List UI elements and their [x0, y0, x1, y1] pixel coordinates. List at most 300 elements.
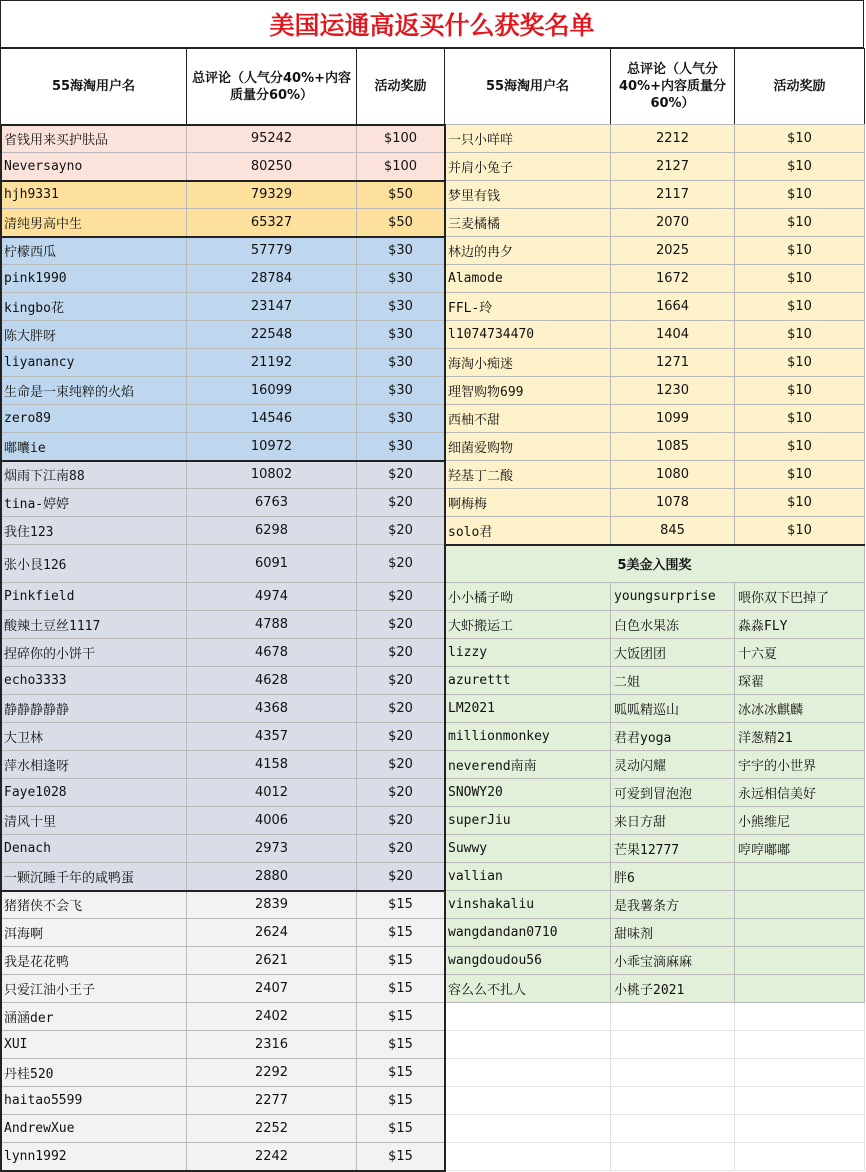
- finalist-name: 小熊维尼: [735, 807, 865, 835]
- winner-name: 梦里有钱: [445, 181, 611, 209]
- winner-name: Neversayno: [1, 153, 187, 181]
- winner-reward: $15: [357, 1087, 445, 1115]
- winner-score: 6298: [187, 517, 357, 545]
- winner-score: 65327: [187, 209, 357, 237]
- winner-name: AndrewXue: [1, 1115, 187, 1143]
- winner-name: Alamode: [445, 265, 611, 293]
- finalist-row: [445, 891, 865, 919]
- table-row: [1, 181, 445, 209]
- finalist-name: neverend南南: [445, 751, 611, 779]
- winner-reward: $30: [357, 405, 445, 433]
- table-row: [1, 517, 445, 545]
- winner-score: 1099: [611, 405, 735, 433]
- winner-score: 4368: [187, 695, 357, 723]
- winner-name: lynn1992: [1, 1143, 187, 1171]
- winner-reward: $20: [357, 489, 445, 517]
- winner-name: 嘟囔ie: [1, 433, 187, 461]
- winner-reward: $10: [735, 377, 865, 405]
- table-row: [1, 1143, 445, 1171]
- winner-reward: $10: [735, 461, 865, 489]
- finalist-row: [445, 975, 865, 1003]
- table-row: [445, 433, 865, 461]
- table-row: [445, 321, 865, 349]
- finalist-title-row: [445, 545, 865, 583]
- finalist-row: [445, 611, 865, 639]
- winner-reward: $10: [735, 181, 865, 209]
- winner-reward: $30: [357, 433, 445, 461]
- winner-score: 10802: [187, 461, 357, 489]
- winner-reward: $20: [357, 639, 445, 667]
- table-row: [1, 153, 445, 181]
- empty-cell: [611, 1003, 735, 1031]
- finalist-name: 喂你双下巴掉了: [735, 583, 865, 611]
- winner-score: 6763: [187, 489, 357, 517]
- winner-score: 57779: [187, 237, 357, 265]
- finalist-row: [445, 919, 865, 947]
- table-row: [445, 209, 865, 237]
- finalist-name: 芒果12777: [611, 835, 735, 863]
- table-row: [1, 489, 445, 517]
- winner-reward: $20: [357, 779, 445, 807]
- winner-reward: $20: [357, 583, 445, 611]
- winner-reward: $20: [357, 695, 445, 723]
- winner-score: 2407: [187, 975, 357, 1003]
- table-row: [1, 433, 445, 461]
- finalist-name: [735, 891, 865, 919]
- table-row: [1, 209, 445, 237]
- empty-cell: [445, 1003, 611, 1031]
- finalist-name: azurettt: [445, 667, 611, 695]
- table-row: [445, 405, 865, 433]
- header-score-right: 总评论（人气分40%+内容质量分60%）: [611, 49, 735, 125]
- finalist-name: [735, 919, 865, 947]
- winner-score: 21192: [187, 349, 357, 377]
- empty-cell: [445, 1059, 611, 1087]
- empty-cell: [735, 1143, 865, 1171]
- finalist-name: SNOWY20: [445, 779, 611, 807]
- table-row: [1, 1115, 445, 1143]
- finalist-row: [445, 807, 865, 835]
- table-row: [445, 265, 865, 293]
- table-row: [1, 975, 445, 1003]
- table-row: [1, 545, 445, 583]
- winner-reward: $30: [357, 321, 445, 349]
- winner-name: 烟雨下江南88: [1, 461, 187, 489]
- winner-name: 大卫林: [1, 723, 187, 751]
- winner-score: 1404: [611, 321, 735, 349]
- winner-score: 1664: [611, 293, 735, 321]
- winner-score: 2624: [187, 919, 357, 947]
- winner-name: 陈大胖呀: [1, 321, 187, 349]
- winner-score: 1085: [611, 433, 735, 461]
- finalist-name: 君君yoga: [611, 723, 735, 751]
- table-row: [445, 517, 865, 545]
- winner-name: 酸辣土豆丝1117: [1, 611, 187, 639]
- winners-table-left: [0, 124, 445, 1171]
- winner-score: 23147: [187, 293, 357, 321]
- table-row: [1, 835, 445, 863]
- winner-score: 2025: [611, 237, 735, 265]
- empty-cell: [611, 1143, 735, 1171]
- winner-score: 2117: [611, 181, 735, 209]
- table-row: [1, 237, 445, 265]
- winner-name: haitao5599: [1, 1087, 187, 1115]
- finalist-name: 哼哼嘟嘟: [735, 835, 865, 863]
- empty-row: [445, 1115, 865, 1143]
- winner-name: Denach: [1, 835, 187, 863]
- finalist-row: [445, 947, 865, 975]
- winner-score: 4678: [187, 639, 357, 667]
- winner-reward: $10: [735, 153, 865, 181]
- winner-reward: $10: [735, 349, 865, 377]
- table-row: [1, 583, 445, 611]
- table-row: [1, 863, 445, 891]
- winner-score: 2973: [187, 835, 357, 863]
- table-row: [1, 1059, 445, 1087]
- winner-name: 生命是一束纯粹的火焰: [1, 377, 187, 405]
- header-username-left: 55海淘用户名: [1, 49, 187, 125]
- winner-reward: $15: [357, 975, 445, 1003]
- table-row: [1, 293, 445, 321]
- finalist-name: 胖6: [611, 863, 735, 891]
- winner-score: 4974: [187, 583, 357, 611]
- winner-name: 三麦橘橘: [445, 209, 611, 237]
- finalist-name: millionmonkey: [445, 723, 611, 751]
- winner-name: zero89: [1, 405, 187, 433]
- winner-name: 一只小咩咩: [445, 125, 611, 153]
- winner-reward: $10: [735, 321, 865, 349]
- winner-score: 2839: [187, 891, 357, 919]
- finalist-row: [445, 667, 865, 695]
- winner-reward: $20: [357, 807, 445, 835]
- table-row: [1, 639, 445, 667]
- finalist-name: 小小橘子呦: [445, 583, 611, 611]
- empty-row: [445, 1003, 865, 1031]
- finalist-name: 淼淼FLY: [735, 611, 865, 639]
- table-row: [445, 153, 865, 181]
- winner-reward: $30: [357, 237, 445, 265]
- winner-name: pink1990: [1, 265, 187, 293]
- winner-reward: $30: [357, 377, 445, 405]
- finalist-name: wangdandan0710: [445, 919, 611, 947]
- winner-reward: $10: [735, 405, 865, 433]
- winner-reward: $15: [357, 1031, 445, 1059]
- winner-reward: $15: [357, 947, 445, 975]
- winner-score: 6091: [187, 545, 357, 583]
- finalist-row: [445, 779, 865, 807]
- empty-cell: [735, 1031, 865, 1059]
- finalist-row: [445, 751, 865, 779]
- finalist-name: 永远相信美好: [735, 779, 865, 807]
- finalist-name: 冰冰冰麒麟: [735, 695, 865, 723]
- finalist-name: lizzy: [445, 639, 611, 667]
- winner-score: 2242: [187, 1143, 357, 1171]
- finalist-row: [445, 723, 865, 751]
- finalist-name: 灵动闪耀: [611, 751, 735, 779]
- winner-name: 啊梅梅: [445, 489, 611, 517]
- winner-reward: $10: [735, 293, 865, 321]
- table-row: [1, 667, 445, 695]
- finalist-row: [445, 695, 865, 723]
- empty-row: [445, 1059, 865, 1087]
- winner-reward: $20: [357, 723, 445, 751]
- winner-reward: $15: [357, 891, 445, 919]
- empty-row: [445, 1087, 865, 1115]
- winner-name: 清纯男高中生: [1, 209, 187, 237]
- winner-name: 清风十里: [1, 807, 187, 835]
- finalist-name: LM2021: [445, 695, 611, 723]
- winner-name: 静静静静静: [1, 695, 187, 723]
- finalist-name: 小乖宝滴麻麻: [611, 947, 735, 975]
- table-row: [1, 1031, 445, 1059]
- empty-cell: [735, 1059, 865, 1087]
- winner-score: 2880: [187, 863, 357, 891]
- finalist-name: 呱呱精巡山: [611, 695, 735, 723]
- finalist-name: [735, 863, 865, 891]
- header-username-right: 55海淘用户名: [445, 49, 611, 125]
- table-row: [1, 611, 445, 639]
- winner-name: hjh9331: [1, 181, 187, 209]
- empty-cell: [611, 1059, 735, 1087]
- empty-row: [445, 1143, 865, 1171]
- winner-reward: $15: [357, 1003, 445, 1031]
- table-row: [1, 349, 445, 377]
- table-row: [1, 779, 445, 807]
- winner-score: 14546: [187, 405, 357, 433]
- finalist-name: wangdoudou56: [445, 947, 611, 975]
- finalist-name: vinshakaliu: [445, 891, 611, 919]
- winner-reward: $50: [357, 181, 445, 209]
- winner-score: 4012: [187, 779, 357, 807]
- winner-reward: $100: [357, 125, 445, 153]
- header-score-left: 总评论（人气分40%+内容质量分60%）: [187, 49, 357, 125]
- empty-cell: [611, 1087, 735, 1115]
- winner-name: 并肩小兔子: [445, 153, 611, 181]
- table-row: [445, 125, 865, 153]
- winner-name: FFL-玲: [445, 293, 611, 321]
- table-header: [0, 48, 865, 125]
- header-reward-right: 活动奖励: [735, 49, 865, 125]
- winner-name: tina-婷婷: [1, 489, 187, 517]
- winner-score: 2402: [187, 1003, 357, 1031]
- finalist-row: [445, 835, 865, 863]
- empty-cell: [611, 1031, 735, 1059]
- table-row: [1, 695, 445, 723]
- winner-score: 4788: [187, 611, 357, 639]
- finalist-name: [735, 975, 865, 1003]
- winner-name: 细菌爱购物: [445, 433, 611, 461]
- page-title: 美国运通高返买什么获奖名单: [0, 0, 864, 48]
- empty-cell: [735, 1003, 865, 1031]
- winner-score: 1080: [611, 461, 735, 489]
- winner-reward: $15: [357, 1115, 445, 1143]
- empty-cell: [445, 1031, 611, 1059]
- winner-reward: $20: [357, 545, 445, 583]
- winner-score: 4158: [187, 751, 357, 779]
- finalist-row: [445, 583, 865, 611]
- winner-reward: $15: [357, 1059, 445, 1087]
- winner-name: 柠檬西瓜: [1, 237, 187, 265]
- table-row: [445, 181, 865, 209]
- table-row: [445, 237, 865, 265]
- winner-score: 2127: [611, 153, 735, 181]
- finalist-row: [445, 863, 865, 891]
- winner-name: 丹桂520: [1, 1059, 187, 1087]
- finalist-name: 可爱到冒泡泡: [611, 779, 735, 807]
- finalist-name: 琛翟: [735, 667, 865, 695]
- winner-name: 猪猪侠不会飞: [1, 891, 187, 919]
- finalist-name: vallian: [445, 863, 611, 891]
- winner-name: 只爱江油小王子: [1, 975, 187, 1003]
- winner-score: 2621: [187, 947, 357, 975]
- winner-score: 80250: [187, 153, 357, 181]
- empty-row: [445, 1031, 865, 1059]
- winner-reward: $20: [357, 751, 445, 779]
- winner-name: 我是花花鸭: [1, 947, 187, 975]
- winner-reward: $30: [357, 265, 445, 293]
- winner-score: 2292: [187, 1059, 357, 1087]
- winner-name: 一颗沉睡千年的咸鸭蛋: [1, 863, 187, 891]
- table-row: [445, 377, 865, 405]
- header-reward-left: 活动奖励: [357, 49, 445, 125]
- winner-score: 2212: [611, 125, 735, 153]
- winner-score: 16099: [187, 377, 357, 405]
- table-row: [1, 723, 445, 751]
- table-row: [1, 807, 445, 835]
- finalist-name: superJiu: [445, 807, 611, 835]
- winner-reward: $20: [357, 611, 445, 639]
- finalist-name: 是我薯条方: [611, 891, 735, 919]
- winner-score: 10972: [187, 433, 357, 461]
- winner-reward: $15: [357, 919, 445, 947]
- winner-score: 28784: [187, 265, 357, 293]
- finalist-name: 来日方甜: [611, 807, 735, 835]
- finalist-name: 甜味剂: [611, 919, 735, 947]
- finalist-name: Suwwy: [445, 835, 611, 863]
- winner-score: 4628: [187, 667, 357, 695]
- winner-reward: $10: [735, 125, 865, 153]
- winner-name: 张小艮126: [1, 545, 187, 583]
- winner-reward: $10: [735, 265, 865, 293]
- winner-reward: $10: [735, 517, 865, 545]
- table-row: [1, 1003, 445, 1031]
- empty-cell: [735, 1115, 865, 1143]
- winner-name: solo君: [445, 517, 611, 545]
- table-row: [1, 1087, 445, 1115]
- winner-score: 1271: [611, 349, 735, 377]
- table-row: [1, 125, 445, 153]
- winner-reward: $10: [735, 209, 865, 237]
- finalist-name: 大虾搬运工: [445, 611, 611, 639]
- winner-reward: $15: [357, 1143, 445, 1171]
- winner-reward: $100: [357, 153, 445, 181]
- winner-name: 羟基丁二酸: [445, 461, 611, 489]
- empty-cell: [611, 1115, 735, 1143]
- finalist-name: youngsurprise: [611, 583, 735, 611]
- winner-name: 省钱用来买护肤品: [1, 125, 187, 153]
- winner-reward: $20: [357, 461, 445, 489]
- empty-cell: [445, 1115, 611, 1143]
- table-row: [1, 891, 445, 919]
- winner-reward: $20: [357, 517, 445, 545]
- empty-cell: [445, 1143, 611, 1171]
- winner-name: l1074734470: [445, 321, 611, 349]
- winner-name: XUI: [1, 1031, 187, 1059]
- winner-score: 845: [611, 517, 735, 545]
- finalist-name: 小桃子2021: [611, 975, 735, 1003]
- winner-reward: $10: [735, 237, 865, 265]
- winner-reward: $30: [357, 293, 445, 321]
- winner-name: 林边的冉夕: [445, 237, 611, 265]
- winner-name: 海淘小痴迷: [445, 349, 611, 377]
- finalist-name: 容么么不扎人: [445, 975, 611, 1003]
- table-row: [445, 489, 865, 517]
- finalist-name: 宇宇的小世界: [735, 751, 865, 779]
- empty-cell: [445, 1087, 611, 1115]
- winner-reward: $20: [357, 667, 445, 695]
- winner-score: 1078: [611, 489, 735, 517]
- winner-name: kingbo花: [1, 293, 187, 321]
- winner-name: 涵涵der: [1, 1003, 187, 1031]
- winner-score: 2070: [611, 209, 735, 237]
- table-row: [1, 461, 445, 489]
- winner-score: 1672: [611, 265, 735, 293]
- finalist-name: 洋葱精21: [735, 723, 865, 751]
- winner-score: 2252: [187, 1115, 357, 1143]
- table-row: [1, 265, 445, 293]
- winner-score: 95242: [187, 125, 357, 153]
- winner-name: 理智购物699: [445, 377, 611, 405]
- winner-name: Faye1028: [1, 779, 187, 807]
- winner-reward: $20: [357, 835, 445, 863]
- winner-reward: $20: [357, 863, 445, 891]
- winner-reward: $30: [357, 349, 445, 377]
- table-row: [445, 461, 865, 489]
- finalist-name: [735, 947, 865, 975]
- table-row: [445, 293, 865, 321]
- winner-score: 2277: [187, 1087, 357, 1115]
- winner-score: 1230: [611, 377, 735, 405]
- winner-name: liyanancy: [1, 349, 187, 377]
- winners-table-right: [444, 124, 865, 1171]
- finalist-name: 十六夏: [735, 639, 865, 667]
- finalist-name: 二姐: [611, 667, 735, 695]
- table-row: [1, 405, 445, 433]
- winner-reward: $10: [735, 489, 865, 517]
- winner-reward: $10: [735, 433, 865, 461]
- empty-cell: [735, 1087, 865, 1115]
- winner-score: 22548: [187, 321, 357, 349]
- winner-name: 洱海啊: [1, 919, 187, 947]
- finalist-name: 大饭团团: [611, 639, 735, 667]
- winner-name: 西柚不甜: [445, 405, 611, 433]
- finalist-title: 5美金入围奖: [445, 545, 865, 583]
- winner-score: 4357: [187, 723, 357, 751]
- table-row: [1, 751, 445, 779]
- winner-name: 我住123: [1, 517, 187, 545]
- table-row: [1, 321, 445, 349]
- winner-name: echo3333: [1, 667, 187, 695]
- winner-name: 捏碎你的小饼干: [1, 639, 187, 667]
- finalist-row: [445, 639, 865, 667]
- winner-score: 4006: [187, 807, 357, 835]
- winner-name: 萍水相逢呀: [1, 751, 187, 779]
- winner-score: 79329: [187, 181, 357, 209]
- winner-reward: $50: [357, 209, 445, 237]
- winner-score: 2316: [187, 1031, 357, 1059]
- table-row: [1, 377, 445, 405]
- table-row: [445, 349, 865, 377]
